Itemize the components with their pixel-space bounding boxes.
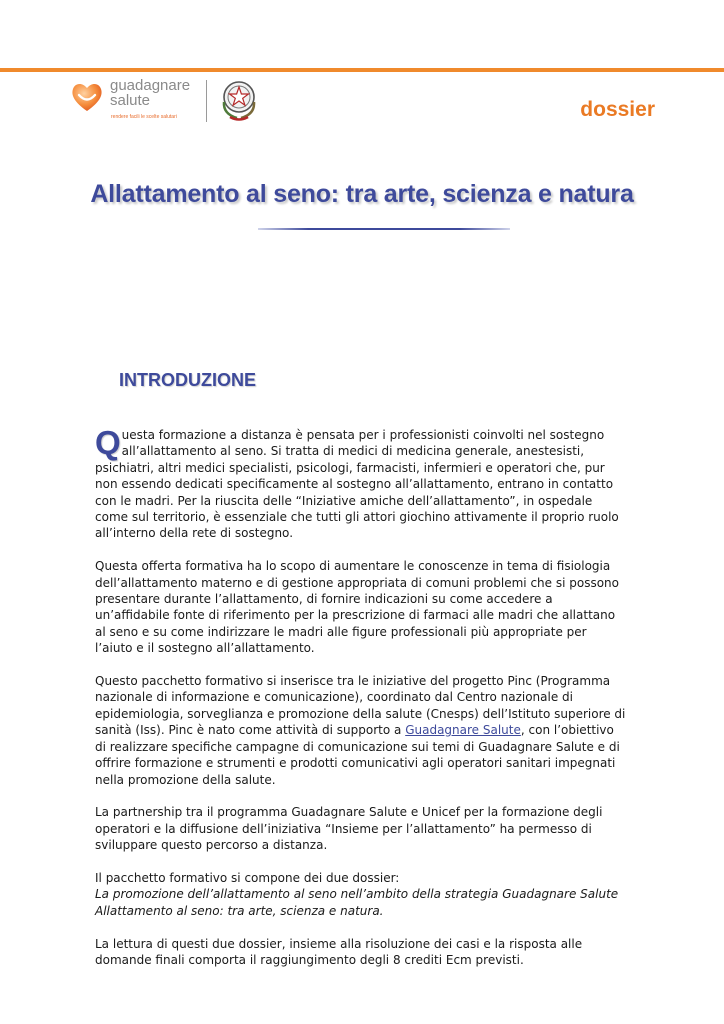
header-rule <box>0 68 724 72</box>
brand-tagline: rendere facili le scelte salutari <box>111 114 177 120</box>
logo-divider <box>206 80 207 122</box>
paragraph-2: Questa offerta formativa ha lo scopo di aumentare le conoscenze in tema di fisiologia dell’allattamento materno e di gestione appropriata di comuni problemi che si possono presentare durante l’allattamento, di fornire indicazioni su come accedere a un’affidabile fonte di riferimento per la prescrizione di farmaci alle madri che allattano al seno e su come indirizzare le madri alle figure professionali più appropriate per l’aiuto e il sostegno all’allattamento. <box>95 559 619 656</box>
brand-name-line2: salute <box>110 92 151 109</box>
paragraph-3-text-a: Questo pacchetto formativo si inserisce tra le iniziative del progetto Pinc (Programma nazionale di informazione e comunicazione), coordinato dal Centro nazionale di epidemiologia, sorveglianza e promozione della salute (Cnesps) dell’Istituto superiore di sanità (Iss). Pinc è nato come attività di supporto a <box>95 674 626 738</box>
document-title: Allattamento al seno: tra arte, scienza e natura <box>90 180 634 208</box>
intro-body <box>95 424 627 985</box>
paragraph-3-text-b: , con l’obiettivo di realizzare specifiche campagne di comunicazione sui temi di Guadagnare Salute e di offrire formazione e strumenti e prodotti comunicativi agli operatori sanitari impegnati nella promozione della salute. <box>95 723 620 787</box>
paragraph-1 <box>95 424 627 542</box>
heart-logo-icon <box>70 80 104 114</box>
guadagnare-salute-link[interactable]: Guadagnare Salute <box>405 723 521 738</box>
paragraph-1-text: uesta formazione a distanza è pensata per i professionisti coinvolti nel sostegno all’allattamento al seno. Si tratta di medici di medicina generale, anestesisti, psichiatri, altri medici specialisti, psicologi, farmacisti, infermieri e operatori che, pur non essendo dedicati specificamente al sostegno all’allattamento, entrano in contatto con le madri. Per la riuscita delle “Iniziative amiche dell’allattamento”, in ospedale come sul territorio, è essenziale che tutti gli attori giochino attivamente il proprio ruolo all’interno della rete di sostegno. <box>95 428 619 541</box>
dossier-title-1: La promozione dell’allattamento al seno nell’ambito della strategia Guadagnare Salute <box>95 887 619 902</box>
intro-heading: INTRODUZIONE <box>119 370 256 390</box>
italian-republic-emblem-icon <box>218 78 260 122</box>
drop-cap: Q <box>95 424 121 461</box>
section-label: dossier <box>580 98 655 121</box>
paragraph-3 <box>95 673 627 788</box>
dossier-title-2: Allattamento al seno: tra arte, scienza e natura. <box>95 903 384 918</box>
brand-name-line1: guadagnare <box>110 77 191 94</box>
title-underline <box>258 228 510 230</box>
paragraph-6: La lettura di questi due dossier, insieme alla risoluzione dei casi e la risposta alle domande finali comporta il raggiungimento degli 8 crediti Ecm previsti. <box>95 936 583 967</box>
paragraph-5 <box>95 870 627 919</box>
paragraph-4: La partnership tra il programma Guadagnare Salute e Unicef per la formazione degli operatori e la diffusione dell’iniziativa “Insieme per l’allattamento” ha permesso di sviluppare questo percorso a distanza. <box>95 805 603 853</box>
brand-name <box>110 78 190 108</box>
paragraph-5-intro: Il pacchetto formativo si compone dei due dossier: <box>95 870 400 885</box>
